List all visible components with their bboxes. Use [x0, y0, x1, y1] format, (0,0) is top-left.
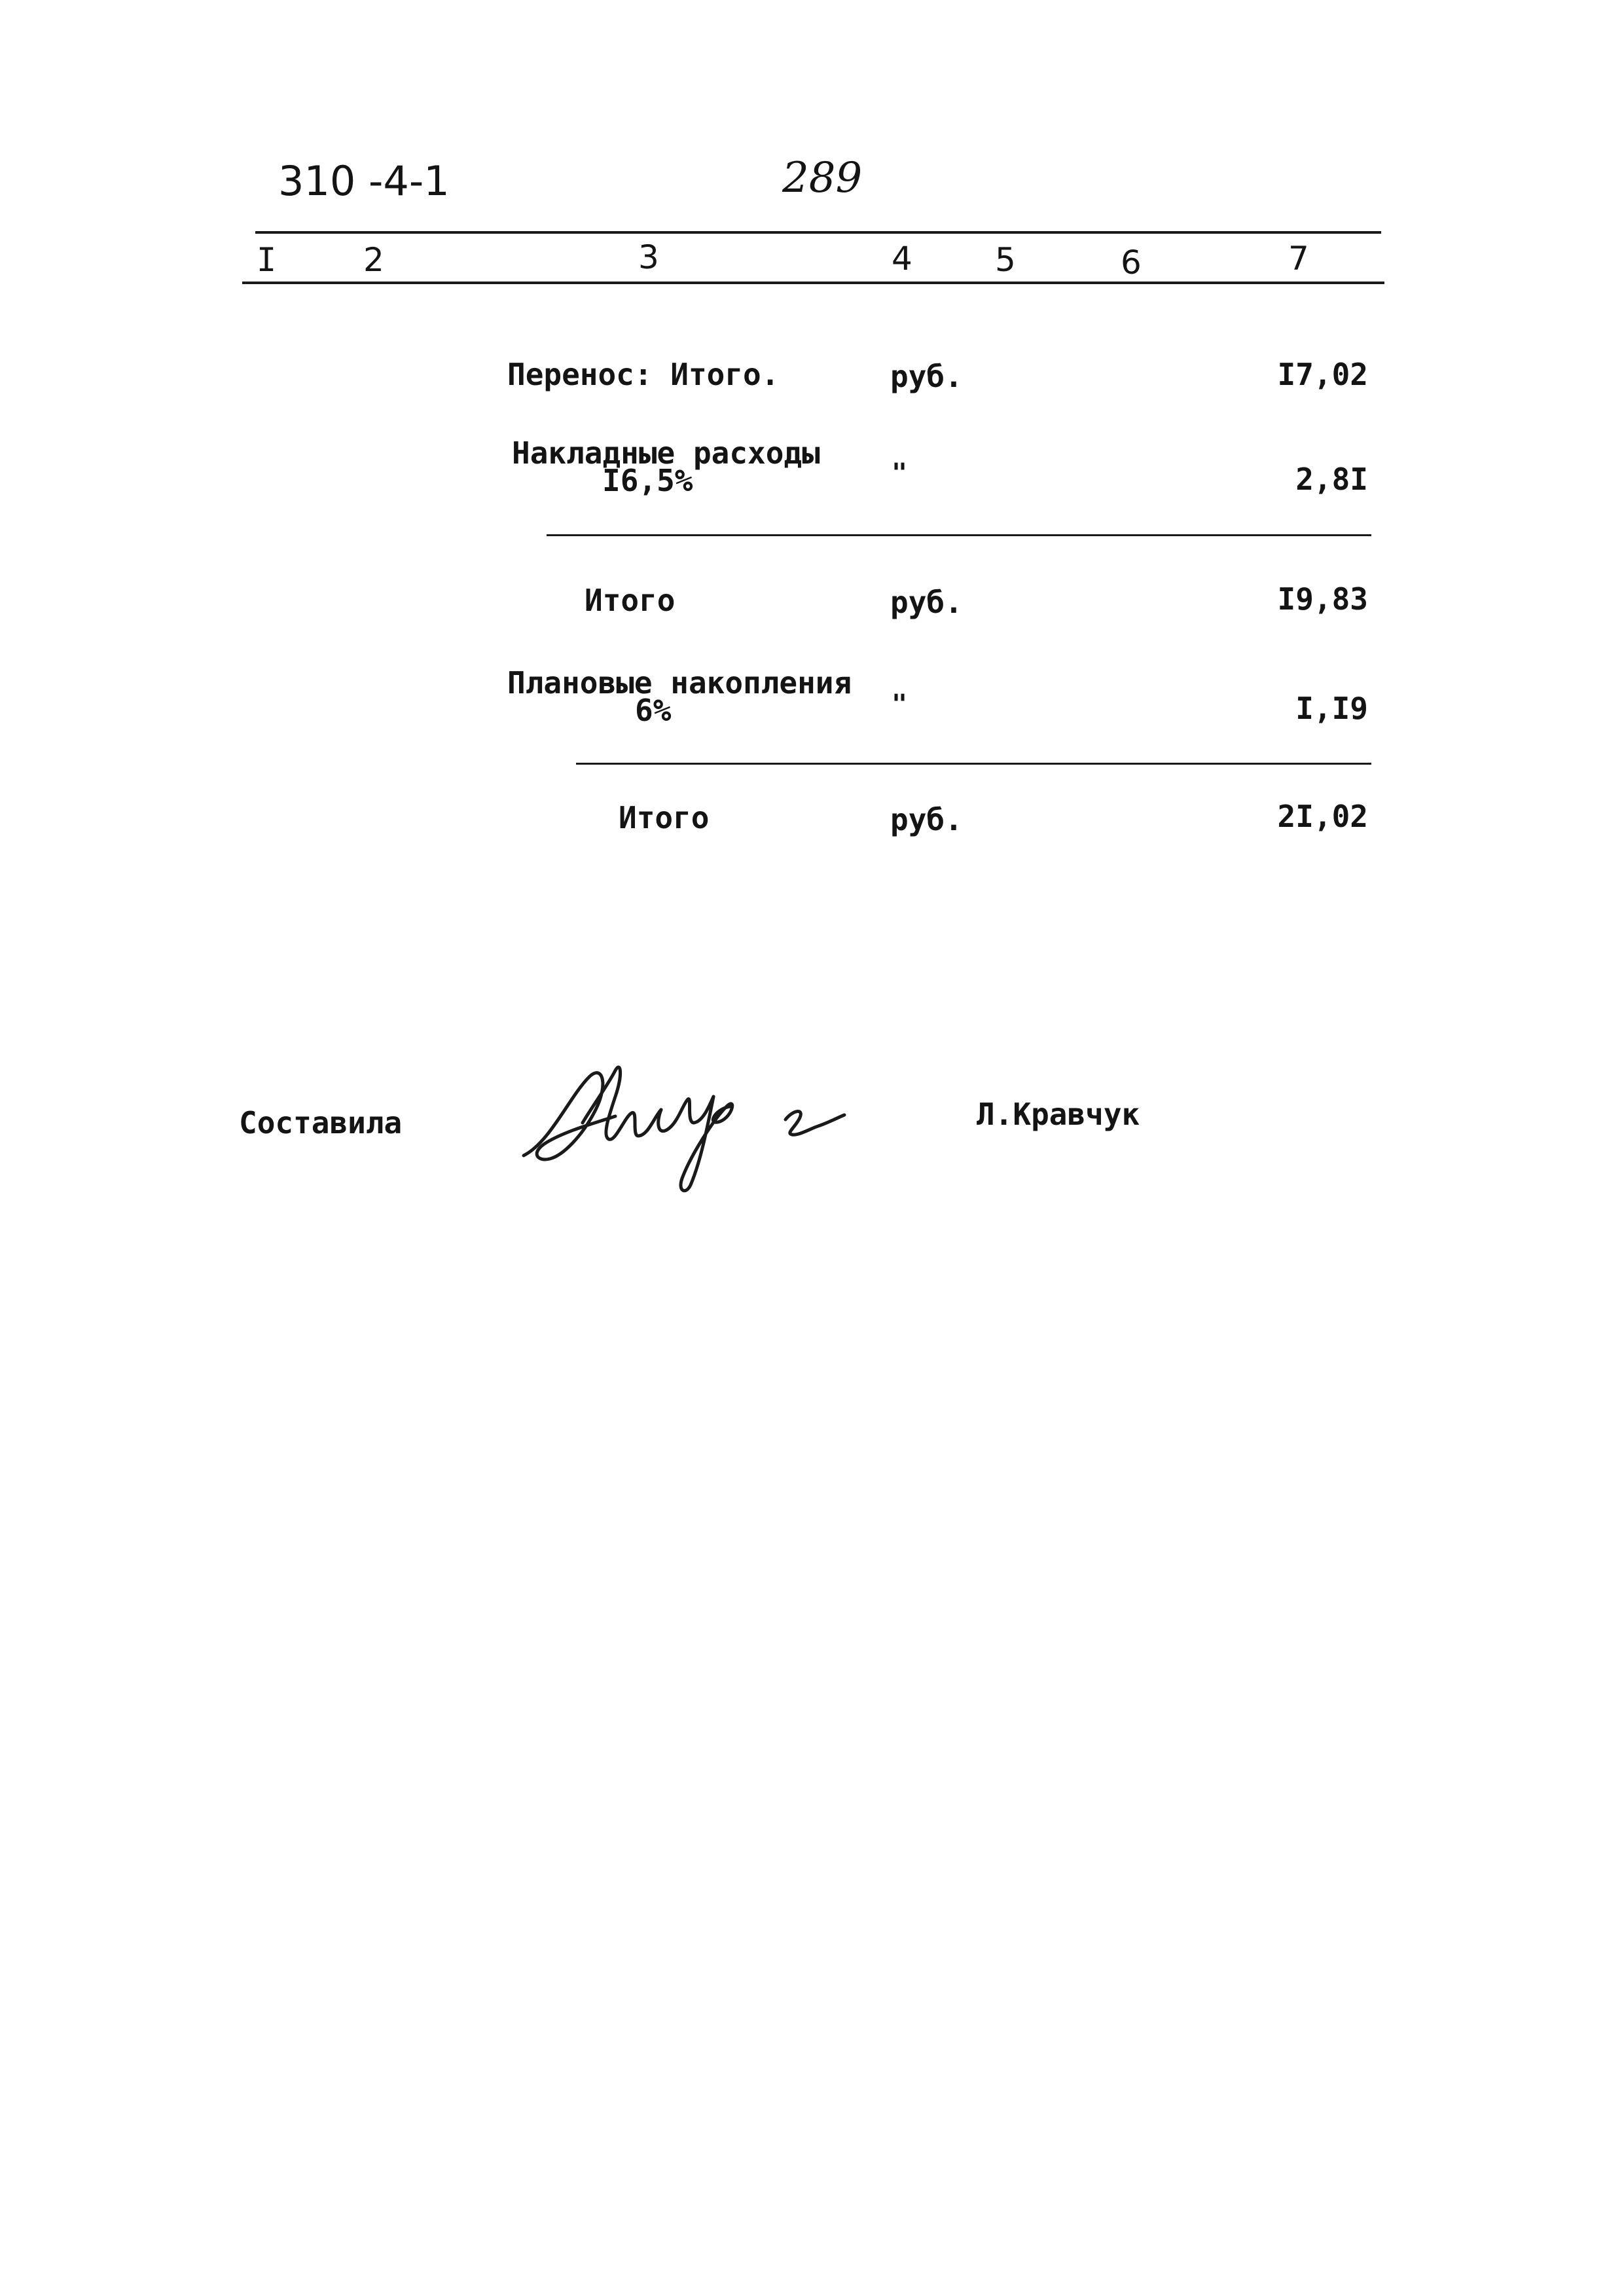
row-label: Итого [619, 800, 710, 835]
row-value: I7,02 [1277, 357, 1368, 392]
row-value: I,I9 [1295, 691, 1368, 726]
header-bottom-rule [242, 282, 1384, 284]
row-value: 2I,02 [1277, 799, 1368, 834]
row-value: I9,83 [1277, 581, 1368, 617]
signatory-name: Л.Кравчук [977, 1097, 1140, 1132]
row-unit: руб. [890, 802, 963, 837]
row-unit: руб. [890, 359, 963, 394]
row-label: Накладные расходы [512, 435, 820, 471]
document-code: 310 -4-1 [278, 157, 450, 205]
column-header-7: 7 [1288, 240, 1309, 278]
row-unit: руб. [890, 585, 963, 620]
row-value: 2,8I [1295, 462, 1368, 497]
column-header-3: 3 [638, 238, 659, 276]
column-header-1: I [257, 241, 277, 279]
page-number: 289 [782, 154, 863, 202]
column-header-5: 5 [995, 241, 1016, 279]
header-top-rule [255, 231, 1381, 234]
row-label: Перенос: Итого. [507, 357, 780, 392]
row-label: Итого [585, 583, 676, 618]
column-header-4: 4 [892, 240, 912, 278]
column-header-2: 2 [363, 241, 384, 279]
signature-image [511, 1044, 851, 1201]
column-header-6: 6 [1121, 244, 1142, 282]
compiled-by-label: Составила [239, 1105, 403, 1140]
row-label-percent: I6,5% [602, 463, 693, 498]
total-rule [576, 763, 1371, 765]
row-unit: " [892, 458, 908, 488]
subtotal-rule [547, 534, 1371, 536]
row-label: Плановые накопления [507, 665, 852, 701]
row-label-percent: 6% [635, 693, 672, 728]
row-unit: " [892, 689, 908, 720]
